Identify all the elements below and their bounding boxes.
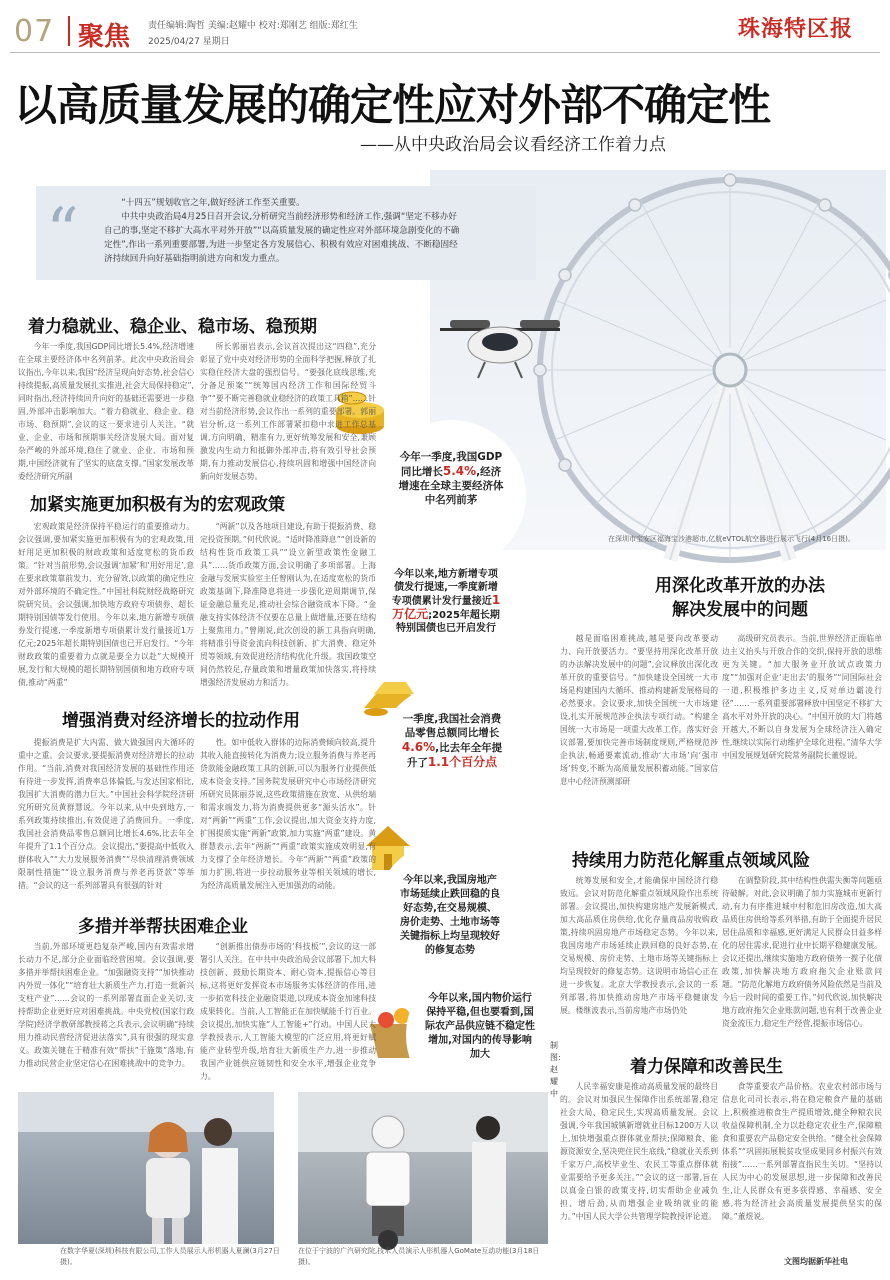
section-5-col-1 <box>560 632 718 814</box>
page-header <box>0 0 890 52</box>
newspaper-logo: 珠海特区报 <box>738 16 854 42</box>
section-7-col-2 <box>722 1080 882 1250</box>
staff-credits: 责任编辑:陶哲 美编:赵耀中 校对:郑刚艺 组版:郑红生 <box>148 21 358 31</box>
section-2-col-1-text: 宏观政策是经济保持平稳运行的重要推动力。会议强调,要加紧实施更加积极有为的宏观政策,用好用足更加积极的财政政策和适度宽松的货币政策。“针对当前形势,会议强调‘加紧’和‘用好用足’,意在要求政策靠前发力、充分留效,以政策的确定性应对外部环境的不确定性。”中国社科院财经战略研究院研究员。会议强调,加快地方政府专项债券、超长期特别国债等发行使用。今年以来,地方新增专项债券发行提速,一季度新增专项债累计发行量接近1万亿元;2025年超长期特别国债也已开启发行。“今年财政政策的重要着力点就是要全力以赴”大规模开展,发行和大规模的超长期特别国债和地方政府专项债,推动“两重” <box>18 522 194 687</box>
header-divider <box>68 16 70 46</box>
robot-photo-2-caption: 在位于宁波的广汽研究院,技术人员演示人形机器人GoMate互动功能(3月18日摄)。 <box>298 1247 540 1266</box>
section-4-col-1-text: 当前,外部环境更趋复杂严峻,国内有效需求增长动力不足,部分企业面临经营困境。会议强调,要多措并举帮扶困难企业。“加强融资支持”“加快推动内外贸一体化”“培育壮大新质生产力,打造一批新兴支柱产业”……会议的一系列部署直面企业关切,支持帮助企业更好应对困难挑战。中央党校(国家行政学院)经济学教研部教授蒋之兵表示,会议明确“持续用力推动民营经济促进法落实”,具有很强的现实意义。政策关键在于精准有效“帮扶”于施策”落地,有力推动民营企业坚定信心在困难挑战中的竞争力。 <box>18 942 194 1068</box>
section-7-title: 着力保障和改善民生 <box>630 1057 783 1077</box>
callout-bonds-tail: ;2025年超长期特别国债也已开启发行 <box>396 610 500 634</box>
section-6-title: 持续用力防范化解重点领域风险 <box>572 851 810 871</box>
robot-photo-1 <box>18 1092 274 1244</box>
section-3-col-1 <box>18 736 194 896</box>
drone-caption: 在深圳市宝安区福海宝沙港超市,亿航eVTOL航空器进行展示飞行(4月16日摄)。 <box>608 535 855 543</box>
section-5-col-2 <box>722 632 882 814</box>
callout-property: 今年以来,我国房地产市场延续止跌回稳的良好态势,在交易规模、房价走势、土地市场等关键指标上均呈现较好的修复态势 <box>400 875 500 956</box>
quote-mark-icon: “ <box>46 195 79 269</box>
section-2-col-2 <box>200 520 376 687</box>
humanoid-robot-illustration <box>18 1092 274 1244</box>
section-1-col-2-text: 所长郭丽岩表示,会议首次提出这“四稳”,充分彰显了党中央对经济形势的全面科学把握,释放了扎实稳住经济大盘的强烈信号。“要强化底线思维,充分备足预案”“统筹国内经济工作和国际经贸斗争”“要不断完善稳就业稳经济的政策工具箱”……针对当前经济形势,会议作出一系列的重要部署。郭丽岩分析,这一系列工作部署紧扣稳中求进工作总基调,方向明确、精准有力,更好统筹发展和安全,兼顾激发内生动力和抵御外部冲击,将有效引导社会预期,有力推动发展信心,持续巩固和增强中国经济向新向好发展态势。 <box>200 342 376 481</box>
section-5-col-1-text: 越是面临困难挑战,越是要向改革要动力、向开放要活力。“要坚持用深化改革开放的办法解决发展中的问题”,会议释放出深化改革开放的重要信号。“加快建设全国统一大市场是构建国内大循环、推动构建新发展格局的必然要求。会议要求,加快全国统一大市场建设,扎实开展规范涉企执法专项行动。“构建全国统一大市场是一项重大改革工作。落实好会议部署,要加快完善市场制度规则,严格规范涉企执法,畅通要素流动,推动‘大市场’向‘强市场’转变,不断为高质量发展积蓄动能。”国家信息中心经济预测部研 <box>560 634 718 786</box>
section-2-col-2-text: “两新”以及各地项目建设,有助于提振消费、稳定投资预期。”何代欣说。“适时降准降息”“创设新的结构性货币政策工具”“设立新型政策性金融工具”……货币政策方面,会议明确了多项部署。上海金融与发展实验室主任曾刚认为,在适度宽松的货币政策基调下,降准降息将进一步强化逆周期调节,保证金融总量充足,推动社会综合融资成本下降。“金融支持实体经济不仅要在总量上做增量,还要在结构上聚焦用力。”曾刚说,此次创设的新工具指向明确,将精准引导资金流向科技创新、扩大消费、稳定外贸等领域,有效促进经济结构优化升级。我国政策空间仍然较足,存量政策和增量政策加快落实,将持续增强经济发展动力和活力。 <box>200 522 376 687</box>
section-3-title: 增强消费对经济增长的拉动作用 <box>62 711 300 731</box>
callout-prices: 今年以来,国内物价运行保持平稳,但也要看到,国际农产品供应链不稳定性增加,对国内的传导影响加大 <box>425 993 535 1060</box>
section-3-col-2-text: 性。如中低收入群体的边际消费倾向较高,提升其收入能直接转化为消费力;设立服务消费与养老再贷款能金融政策工具的创新,可以为服务行业提供低成本资金支持。”国务院发展研究中心市场经济研究所研究员陈丽芬说,这些政策措施在放宽、从供给端和需求端发力,将为消费提供更多“源头活水”。针对“两新”“两重”工作,会议提出,加大资金支持力度,扩围提质实施“两新”政策,加力实施“两重”建设。黄群慧表示,去年“两新”“两重”政策实施成效明显,有力支撑了全年经济增长。今年“两新”“两重”政策的加力扩围,将进一步拉动服务业等相关领域的增长,为经济高质量发展注入更加强劲的动能。 <box>200 738 376 890</box>
callout-consumption-text: 一季度,我国社会消费品零售总额同比增长 <box>402 713 502 739</box>
section-4-col-2 <box>200 940 376 1080</box>
section-4-title: 多措并举帮扶困难企业 <box>78 917 248 937</box>
callout-bonds-text: 今年以来,地方新增专项债发行提速,一季度新增专项债累计发行量接近 <box>391 569 498 607</box>
section-2-title: 加紧实施更加积极有为的宏观政策 <box>30 495 285 515</box>
intro-paragraph-2: 中共中央政治局4月25日召开会议,分析研究当前经济形势和经济工作,强调“坚定不移办好自己的事,坚定不移扩大高水平对外开放”“以高质量发展的确定性应对外部环境急剧变化的不确定性”,作出一系列重要部署,为进一步坚定各方发展信心、积极有效应对困难挑战、不断稳固经济持续回升向好基础指明前进方向和发力重点。 <box>104 212 460 264</box>
sub-headline: ——从中央政治局会议看经济工作着力点 <box>360 135 666 155</box>
section-1-col-1 <box>18 340 194 480</box>
robot-photo-2 <box>298 1092 548 1244</box>
callout-gdp-text: 今年一季度,我国GDP同比增长 <box>399 451 503 478</box>
section-6-col-2-text: 在调整阶段,其中结构性供需失衡等问题亟待破解。对此,会议明确了加力实施城市更新行动,有力有序推进城中村和危旧房改造,加大高品质住房供给等系列举措,有助于全面提升居民居住品质和幸福感,更好满足人民群众日益多样化的居住需求,促进行业中长期平稳健康发展。会议还提出,继续实施地方政府债务一揽子化债政策,加快解决地方政府拖欠企业账款问题。“防范化解地方政府债务风险依然是当前及今后一段时间的重要工作。”何代欣说,加快解决地方政府拖欠企业账款问题,也有利于改善企业资金流压力,稳定生产经营,提振市场信心。 <box>722 876 882 1028</box>
callout-gdp <box>398 450 504 507</box>
header-rule <box>10 52 880 53</box>
section-2-col-1 <box>18 520 194 687</box>
section-name: 聚焦 <box>78 22 131 52</box>
callout-consumption-mid: ,比去年全年提升了 <box>406 742 503 769</box>
section-1-title: 着力稳就业、稳企业、稳市场、稳预期 <box>28 317 317 337</box>
intro-text <box>104 196 464 266</box>
robot-photo-1-caption: 在数字华夏(深圳)科技有限公司,工作人员展示人形机器人夏澜(3月27日摄)。 <box>60 1247 280 1266</box>
issue-date: 2025/04/27 星期日 <box>148 37 230 47</box>
section-3-col-2 <box>200 736 376 896</box>
section-3-col-1-text: 提振消费是扩大内需、做大做强国内大循环的重中之重。会议要求,要提振消费对经济增长的拉动作用。“当前,消费对我国经济发展的基础性作用还有待进一步发挥,消费率总体偏低,与发达国家相比,我国扩大消费的潜力巨大。”中国社会科学院经济研究所研究员黄群慧说。今年以来,从中央到地方,一系列政策持续推出,有效促进了消费回升。一季度,我国社会消费品零售总额同比增长4.6%,比去年全年提升了1.1个百分点。会议提出,“要提高中低收入群体收入”“大力发展服务消费”“尽快清理消费领域限制性措施”“设立服务消费与养老再贷款”等举措。“会议的这一系列部署具有很强的针对 <box>18 738 194 890</box>
section-7-col-1-text: 人民幸福安康是推动高质量发展的最终目的。会议对加强民生保障作出系统部署,稳定社会大局、稳定民生,实现高质量发展。会议强调,今年我国城镇新增就业目标1200万人以上,加快增强重点群体就业帮扶;保障粮食、能源资源安全,坚决兜住民生底线,“稳就业关系到千家万户,高校毕业生、农民工等重点群体就业需要给予更多关注。”“会议的这一部署,旨在以真金白银的政策支持,切实帮助企业减负担、增后劲,从而增强企业吸纳就业的能力。”中国人民大学公共管理学院教授评论道。 <box>560 1082 718 1221</box>
main-headline: 以高质量发展的确定性应对外部不确定性 <box>14 81 770 131</box>
callout-consumption-figure-2: 1.1个百分点 <box>427 755 498 769</box>
section-4-col-2-text: “创新推出债券市场的‘科技板’”,会议的这一部署引人关注。在中共中央政治局会议部署下,加大科技创新、鼓励长期资本、耐心资本,提振信心等目标,这将更好发挥资本市场服务实体经济的作用,进一步拓宽科技企业融资渠道,以现成本资金加速科技成果转化。当前,人工智能正在加快赋能千行百业。会议提出,加快实施“人工智能+”行动。中国人民大学教授表示,人工智能大模型的广泛应用,将更好赋能产业转型升级,培育壮大新质生产力,进一步推动我国产业链供应链韧性和安全水平,增强企业竞争力。 <box>200 942 376 1081</box>
callout-consumption-figure: 4.6% <box>401 740 436 754</box>
callout-consumption <box>400 712 504 770</box>
gomate-robot-illustration <box>298 1092 548 1244</box>
intro-paragraph-1: “十四五”规划收官之年,做好经济工作至关重要。 <box>121 198 305 208</box>
section-1-col-1-text: 今年一季度,我国GDP同比增长5.4%,经济增速在全球主要经济体中名列前茅。此次中央政治局会议指出,今年以来,我国“经济呈现向好态势,社会信心持续提振,高质量发展扎实推进,社会大局保持稳定”,同时指出,经济持续回升向好的基础还需要进一步稳固,外部冲击影响加大。“着力稳就业、稳企业、稳市场、稳预期”,会议的这一要求进引人关注。“就业、企业、市场和预期事关经济发展大局。面对复杂严峻的外部环境,稳住了就业、企业、市场和预期,中国经济就有了坚实的底盘支撑。”国家发展改革委经济研究所副 <box>18 342 194 481</box>
callout-bonds <box>390 568 502 635</box>
callout-bonds-figure: 1万亿元 <box>392 593 501 621</box>
section-7-col-2-text: 食等重要农产品价格。农业农村部市场与信息化司司长表示,将在稳定粮食产量的基础上,积极推进粮食生产提质增效,健全种粮农民收益保障机制,全力以赴稳定农业生产,保障粮食和重要农产品稳定安全供给。“健全社会保障体系”“巩固拓展脱贫攻坚成果同乡村振兴有效衔接”……一系列部署直指民生关切。“坚持以人民为中心的发展思想,进一步保障和改善民生,让人民群众有更多获得感、幸福感、安全感,将为经济社会高质量发展提供坚实的保障。”董煜说。 <box>722 1082 882 1221</box>
page-number: 07 <box>14 14 55 49</box>
section-4-col-1 <box>18 940 194 1080</box>
section-7-col-1 <box>560 1080 718 1260</box>
callout-gdp-figure: 5.4% <box>442 464 477 478</box>
section-6-col-2 <box>722 874 882 1046</box>
section-5-title <box>600 574 880 622</box>
section-6-col-1 <box>560 874 718 1046</box>
art-credit: 制图:赵耀中 <box>550 1041 561 1098</box>
callout-gdp-tail: ,经济增速在全球主要经济体中名列前茅 <box>398 466 504 506</box>
section-5-title-text: 用深化改革开放的办法 解决发展中的问题 <box>655 576 825 620</box>
section-5-col-2-text: 高级研究员表示。当前,世界经济正面临单边主义抬头与开放合作的交织,保持开放的思维更为关键。“加大服务业开放试点政策力度”“加强对企业‘走出去’的服务”“同国际社会一道,积极维护多边主义,反对单边霸凌行径”……一系列重要部署释放中国坚定不移扩大高水平对外开放的决心。“中国开放的大门将越开越大,不断以自身发展为全球经济注入确定性,继续以实际行动维护全球化进程。”清华大学中国发展规划研究院常务副院长董煜说。 <box>722 634 882 760</box>
section-6-col-1-text: 统筹发展和安全,才能确保中国经济行稳致远。会议对防范化解重点领域风险作出系统部署。会议提出,加快构建房地产发展新模式,加大高品质住房供给,优化存量商品房收购政策,持续巩固房地产市场稳定态势。今年以来,我国房地产市场延续止跌回稳的良好态势,在交易规模、房价走势、土地市场等关键指标上均呈现较好的修复态势。这说明市场信心正在进一步恢复。北京大学教授表示,会议的一系列部署,将加快推动房地产市场平稳健康发展。楼继波表示,当前房地产市场仍处 <box>560 876 718 1015</box>
news-source: 文图均据新华社电 <box>784 1257 848 1266</box>
section-1-col-2 <box>200 340 376 481</box>
